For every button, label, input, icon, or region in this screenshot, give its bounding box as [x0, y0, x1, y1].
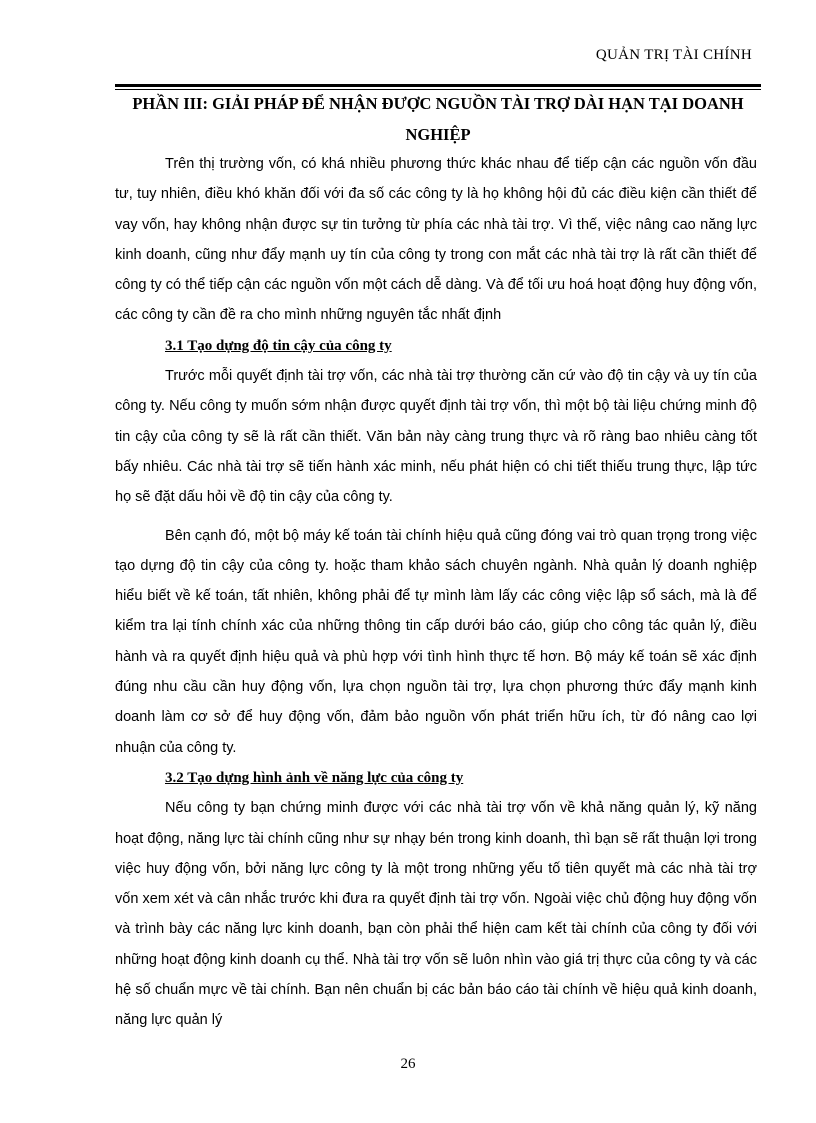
running-header: QUẢN TRỊ TÀI CHÍNH: [595, 47, 752, 63]
paragraph-gap: [115, 513, 757, 521]
section-heading-3-2-text: 3.2 Tạo dựng hình ảnh về năng lực của công ty: [165, 769, 464, 786]
section-3-2-paragraph-1: Nếu công ty bạn chứng minh được với các nhà tài trợ vốn về khả năng quản lý, kỹ năng hoạt động, năng lực tài chính cũng như sự nhạy bén trong kinh doanh, thì bạn sẽ rất thuận lợi trong việc huy động vốn, bởi năng lực công ty là một trong những yếu tố tiên quyết mà các nhà tài trợ vốn xem xét và cân nhắc trước khi đưa ra quyết định tài trợ vốn. Ngoài việc chủ động huy động vốn và trình bày các năng lực kinh doanh, bạn còn phải thể hiện cam kết tài chính của công ty đối với những hoạt động kinh doanh cụ thể. Nhà tài trợ vốn sẽ luôn nhìn vào giá trị thực của công ty và các hệ số chuẩn mực về tài chính. Bạn nên chuẩn bị các bản báo cáo tài chính về hiệu quả kinh doanh, năng lực quản lý: [115, 800, 757, 1029]
section-heading-3-1-text: 3.1 Tạo dựng độ tin cậy của công ty: [165, 337, 392, 354]
page-number: 26: [400, 1056, 416, 1072]
section-heading-3-1: [115, 331, 757, 361]
section-heading-3-2: [115, 763, 757, 793]
document-body: [115, 149, 757, 1036]
section-3-1-paragraph-2: Bên cạnh đó, một bộ máy kế toán tài chính hiệu quả cũng đóng vai trò quan trọng trong việc tạo dựng độ tin cậy của công ty. hoặc tham khảo sách chuyên ngành. Nhà quản lý doanh nghiệp hiểu biết về kế toán, tất nhiên, không phải để tự mình làm lấy các công việc lập sổ sách, mà là để kiểm tra lại tính chính xác của những thông tin cấp dưới báo cáo, giúp cho công tác quản lý, điều hành và ra quyết định hiệu quả và phù hợp với tình hình thực tế hơn. Bộ máy kế toán sẽ xác định đúng nhu cầu cần huy động vốn, lựa chọn nguồn tài trợ, lựa chọn phương thức đẩy mạnh kinh doanh làm cơ sở để huy động vốn, đảm bảo nguồn vốn phát triển hữu ích, từ đó nâng cao lợi nhuận của công ty.: [115, 527, 757, 756]
header-rule-thick: [115, 84, 761, 87]
intro-paragraph: Trên thị trường vốn, có khá nhiều phương thức khác nhau để tiếp cận các nguồn vốn đầu tư, tuy nhiên, điều khó khăn đối với đa số các công ty là họ không hội đủ các điều kiện cần thiết để vay vốn, hay không nhận được sự tin tưởng từ phía các nhà tài trợ. Vì thế, việc nâng cao năng lực kinh doanh, cũng như đẩy mạnh uy tín của công ty trong con mắt các nhà tài trợ là rất cần thiết để công ty có thể tiếp cận các nguồn vốn một cách dễ dàng. Và để tối ưu hoá hoạt động huy động vốn, các công ty cần đề ra cho mình những nguyên tắc nhất định: [115, 156, 757, 324]
chapter-title: PHẦN III: GIẢI PHÁP ĐỂ NHẬN ĐƯỢC NGUỒN TÀI TRỢ DÀI HẠN TẠI DOANH NGHIỆP: [132, 94, 744, 144]
section-3-1-paragraph-1: Trước mỗi quyết định tài trợ vốn, các nhà tài trợ thường căn cứ vào độ tin cậy và uy tín của công ty. Nếu công ty muốn sớm nhận được quyết định tài trợ vốn, thì một bộ tài liệu chứng minh độ tin cậy của công ty sẽ là rất cần thiết. Văn bản này càng trung thực và rõ ràng bao nhiêu càng tốt bấy nhiêu. Các nhà tài trợ sẽ tiến hành xác minh, nếu phát hiện có chi tiết thiếu trung thực, lập tức họ sẽ đặt dấu hỏi về độ tin cậy của công ty.: [115, 368, 757, 506]
